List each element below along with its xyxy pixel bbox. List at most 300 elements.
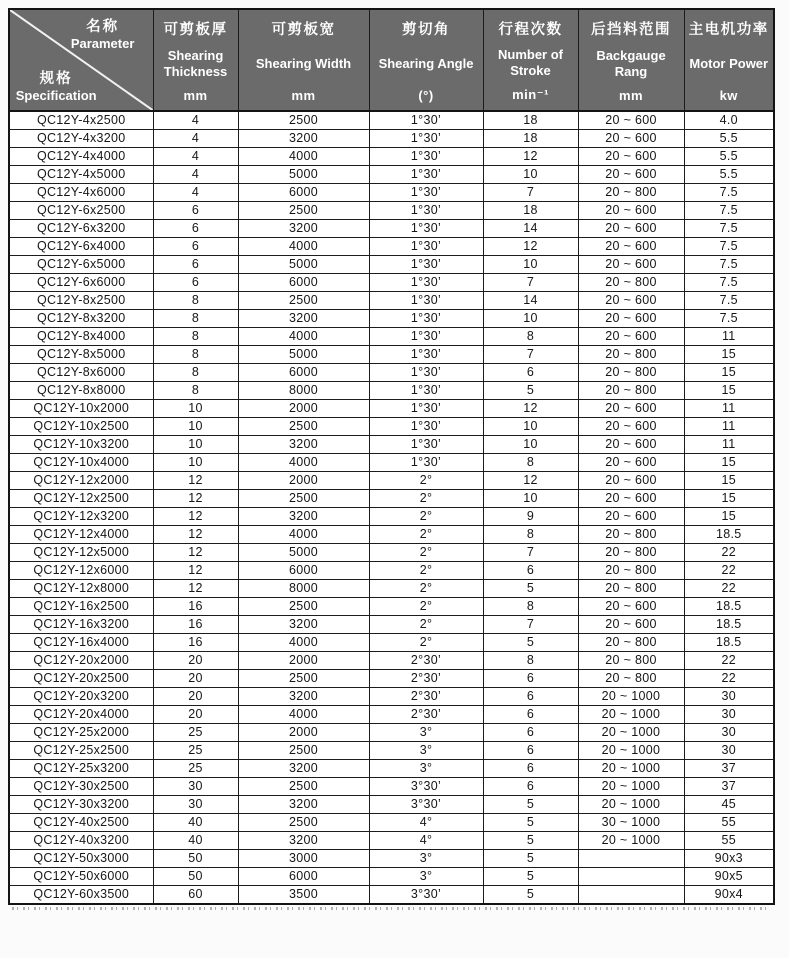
col-header-motor-power [684,9,774,111]
angle-cell: 2°30’ [369,706,483,724]
power-cell: 15 [684,508,774,526]
col-header-cn: 可剪板宽 [271,22,336,38]
model-cell: QC12Y-12x3200 [9,508,153,526]
power-cell: 18.5 [684,634,774,652]
stroke-cell: 6 [483,364,578,382]
angle-cell: 1°30’ [369,111,483,130]
angle-cell: 2° [369,616,483,634]
angle-cell: 1°30’ [369,238,483,256]
power-cell: 7.5 [684,274,774,292]
thickness-cell: 4 [153,111,238,130]
width-cell: 3200 [238,688,369,706]
power-cell: 5.5 [684,148,774,166]
model-cell: QC12Y-16x2500 [9,598,153,616]
col-header-unit: mm [183,88,208,103]
model-cell: QC12Y-25x3200 [9,760,153,778]
backgauge-cell: 20 ~ 800 [578,364,684,382]
thickness-cell: 8 [153,292,238,310]
stroke-cell: 5 [483,796,578,814]
table-row [9,328,774,346]
thickness-cell: 12 [153,562,238,580]
backgauge-cell: 20 ~ 1000 [578,706,684,724]
angle-cell: 2° [369,472,483,490]
power-cell: 15 [684,472,774,490]
backgauge-cell: 20 ~ 800 [578,562,684,580]
stroke-cell: 6 [483,562,578,580]
table-row [9,616,774,634]
corner-specification-label [12,70,100,104]
model-cell: QC12Y-30x2500 [9,778,153,796]
backgauge-cell: 20 ~ 600 [578,472,684,490]
table-row [9,868,774,886]
angle-cell: 4° [369,832,483,850]
table-row [9,832,774,850]
stroke-cell: 10 [483,490,578,508]
width-cell: 3000 [238,850,369,868]
backgauge-cell [578,868,684,886]
backgauge-cell: 20 ~ 1000 [578,796,684,814]
table-row [9,400,774,418]
table-row [9,634,774,652]
col-header-en: Motor Power [689,55,769,71]
stroke-cell: 5 [483,832,578,850]
corner-name-cn: 名称 [86,19,120,35]
power-cell: 7.5 [684,292,774,310]
thickness-cell: 50 [153,868,238,886]
width-cell: 3200 [238,832,369,850]
model-cell: QC12Y-6x3200 [9,220,153,238]
col-header-unit: kw [719,88,738,103]
angle-cell: 2° [369,634,483,652]
thickness-cell: 4 [153,130,238,148]
angle-cell: 1°30’ [369,148,483,166]
backgauge-cell: 20 ~ 1000 [578,724,684,742]
model-cell: QC12Y-12x2000 [9,472,153,490]
angle-cell: 1°30’ [369,418,483,436]
angle-cell: 1°30’ [369,400,483,418]
angle-cell: 2°30’ [369,670,483,688]
stroke-cell: 6 [483,778,578,796]
stroke-cell: 5 [483,886,578,905]
model-cell: QC12Y-8x6000 [9,364,153,382]
power-cell: 55 [684,814,774,832]
power-cell: 30 [684,742,774,760]
model-cell: QC12Y-12x8000 [9,580,153,598]
width-cell: 2500 [238,778,369,796]
width-cell: 6000 [238,868,369,886]
table-row [9,562,774,580]
power-cell: 45 [684,796,774,814]
stroke-cell: 6 [483,670,578,688]
angle-cell: 2°30’ [369,652,483,670]
model-cell: QC12Y-4x6000 [9,184,153,202]
power-cell: 7.5 [684,256,774,274]
angle-cell: 1°30’ [369,202,483,220]
thickness-cell: 8 [153,346,238,364]
table-row [9,202,774,220]
model-cell: QC12Y-8x3200 [9,310,153,328]
col-header-cn: 可剪板厚 [163,22,228,38]
angle-cell: 2°30’ [369,688,483,706]
model-cell: QC12Y-6x2500 [9,202,153,220]
table-row [9,760,774,778]
power-cell: 90x3 [684,850,774,868]
width-cell: 2000 [238,400,369,418]
table-row [9,670,774,688]
power-cell: 11 [684,328,774,346]
table-row [9,220,774,238]
corner-cell [9,9,153,111]
stroke-cell: 10 [483,310,578,328]
width-cell: 2500 [238,292,369,310]
table-row [9,454,774,472]
table-row [9,490,774,508]
stroke-cell: 7 [483,616,578,634]
width-cell: 6000 [238,562,369,580]
stroke-cell: 10 [483,418,578,436]
thickness-cell: 12 [153,508,238,526]
thickness-cell: 16 [153,598,238,616]
power-cell: 18.5 [684,526,774,544]
table-row [9,166,774,184]
angle-cell: 1°30’ [369,436,483,454]
width-cell: 5000 [238,544,369,562]
model-cell: QC12Y-6x5000 [9,256,153,274]
thickness-cell: 4 [153,148,238,166]
table-row [9,778,774,796]
model-cell: QC12Y-6x4000 [9,238,153,256]
cropped-text-fragment [12,907,770,910]
width-cell: 5000 [238,166,369,184]
backgauge-cell: 20 ~ 1000 [578,778,684,796]
table-row [9,184,774,202]
thickness-cell: 8 [153,328,238,346]
header-row [9,9,774,111]
table-row [9,472,774,490]
power-cell: 7.5 [684,184,774,202]
backgauge-cell: 20 ~ 800 [578,652,684,670]
col-header-shearing-thickness [153,9,238,111]
backgauge-cell: 20 ~ 600 [578,616,684,634]
stroke-cell: 7 [483,184,578,202]
backgauge-cell: 20 ~ 1000 [578,688,684,706]
table-row [9,580,774,598]
model-cell: QC12Y-40x3200 [9,832,153,850]
stroke-cell: 8 [483,454,578,472]
thickness-cell: 6 [153,220,238,238]
width-cell: 4000 [238,454,369,472]
table-row [9,256,774,274]
backgauge-cell: 20 ~ 800 [578,382,684,400]
table-row [9,796,774,814]
model-cell: QC12Y-8x8000 [9,382,153,400]
stroke-cell: 12 [483,238,578,256]
table-row [9,364,774,382]
table-row [9,292,774,310]
stroke-cell: 9 [483,508,578,526]
model-cell: QC12Y-8x4000 [9,328,153,346]
angle-cell: 2° [369,562,483,580]
width-cell: 5000 [238,256,369,274]
model-cell: QC12Y-6x6000 [9,274,153,292]
stroke-cell: 6 [483,742,578,760]
width-cell: 4000 [238,238,369,256]
model-cell: QC12Y-10x2500 [9,418,153,436]
model-cell: QC12Y-4x2500 [9,111,153,130]
power-cell: 15 [684,382,774,400]
stroke-cell: 6 [483,724,578,742]
width-cell: 2500 [238,670,369,688]
model-cell: QC12Y-8x2500 [9,292,153,310]
backgauge-cell: 20 ~ 600 [578,310,684,328]
backgauge-cell: 20 ~ 600 [578,256,684,274]
thickness-cell: 40 [153,814,238,832]
stroke-cell: 8 [483,328,578,346]
stroke-cell: 5 [483,850,578,868]
model-cell: QC12Y-12x5000 [9,544,153,562]
corner-spec-cn: 规格 [39,70,73,87]
col-header-unit: min⁻¹ [512,87,549,102]
backgauge-cell: 20 ~ 800 [578,634,684,652]
width-cell: 3500 [238,886,369,905]
table-row [9,652,774,670]
backgauge-cell: 20 ~ 800 [578,580,684,598]
width-cell: 4000 [238,634,369,652]
model-cell: QC12Y-20x2500 [9,670,153,688]
stroke-cell: 18 [483,111,578,130]
model-cell: QC12Y-16x3200 [9,616,153,634]
backgauge-cell: 20 ~ 800 [578,274,684,292]
power-cell: 37 [684,778,774,796]
backgauge-cell: 20 ~ 1000 [578,760,684,778]
stroke-cell: 12 [483,472,578,490]
power-cell: 5.5 [684,130,774,148]
angle-cell: 3°30’ [369,886,483,905]
backgauge-cell: 20 ~ 600 [578,130,684,148]
angle-cell: 1°30’ [369,382,483,400]
width-cell: 2500 [238,490,369,508]
angle-cell: 1°30’ [369,184,483,202]
table-row [9,598,774,616]
thickness-cell: 30 [153,796,238,814]
backgauge-cell: 20 ~ 600 [578,598,684,616]
model-cell: QC12Y-4x5000 [9,166,153,184]
thickness-cell: 6 [153,238,238,256]
power-cell: 15 [684,490,774,508]
power-cell: 22 [684,562,774,580]
angle-cell: 2° [369,598,483,616]
thickness-cell: 12 [153,490,238,508]
model-cell: QC12Y-25x2500 [9,742,153,760]
stroke-cell: 18 [483,202,578,220]
angle-cell: 1°30’ [369,310,483,328]
width-cell: 4000 [238,328,369,346]
table-row [9,688,774,706]
backgauge-cell [578,850,684,868]
width-cell: 3200 [238,220,369,238]
stroke-cell: 5 [483,634,578,652]
thickness-cell: 25 [153,760,238,778]
thickness-cell: 20 [153,652,238,670]
stroke-cell: 6 [483,706,578,724]
angle-cell: 2° [369,490,483,508]
col-header-shearing-angle [369,9,483,111]
width-cell: 6000 [238,274,369,292]
backgauge-cell: 20 ~ 800 [578,526,684,544]
table-row [9,850,774,868]
model-cell: QC12Y-50x6000 [9,868,153,886]
thickness-cell: 16 [153,616,238,634]
power-cell: 22 [684,580,774,598]
thickness-cell: 8 [153,364,238,382]
angle-cell: 4° [369,814,483,832]
backgauge-cell: 20 ~ 600 [578,238,684,256]
stroke-cell: 5 [483,580,578,598]
col-header-en: Shearing Width [255,55,352,71]
model-cell: QC12Y-10x4000 [9,454,153,472]
col-header-unit: mm [291,88,316,103]
col-header-unit: (°) [418,88,434,103]
backgauge-cell: 30 ~ 1000 [578,814,684,832]
col-header-en: Backgauge Rang [596,47,666,79]
thickness-cell: 10 [153,436,238,454]
stroke-cell: 8 [483,598,578,616]
power-cell: 4.0 [684,111,774,130]
stroke-cell: 5 [483,382,578,400]
thickness-cell: 40 [153,832,238,850]
thickness-cell: 8 [153,382,238,400]
model-cell: QC12Y-60x3500 [9,886,153,905]
power-cell: 11 [684,418,774,436]
stroke-cell: 7 [483,544,578,562]
model-cell: QC12Y-8x5000 [9,346,153,364]
thickness-cell: 25 [153,724,238,742]
width-cell: 3200 [238,616,369,634]
power-cell: 5.5 [684,166,774,184]
model-cell: QC12Y-4x3200 [9,130,153,148]
thickness-cell: 16 [153,634,238,652]
angle-cell: 1°30’ [369,364,483,382]
model-cell: QC12Y-12x2500 [9,490,153,508]
angle-cell: 1°30’ [369,454,483,472]
backgauge-cell: 20 ~ 600 [578,400,684,418]
angle-cell: 1°30’ [369,256,483,274]
angle-cell: 2° [369,526,483,544]
backgauge-cell: 20 ~ 800 [578,544,684,562]
table-row [9,886,774,905]
col-header-number-of-stroke [483,9,578,111]
table-row [9,526,774,544]
stroke-cell: 8 [483,526,578,544]
width-cell: 8000 [238,580,369,598]
col-header-en: Shearing Angle [378,55,474,71]
angle-cell: 2° [369,508,483,526]
width-cell: 2000 [238,472,369,490]
col-header-cn: 剪切角 [402,22,450,38]
angle-cell: 3°30’ [369,778,483,796]
angle-cell: 3°30’ [369,796,483,814]
power-cell: 7.5 [684,220,774,238]
model-cell: QC12Y-12x6000 [9,562,153,580]
width-cell: 2500 [238,418,369,436]
power-cell: 22 [684,652,774,670]
backgauge-cell: 20 ~ 600 [578,418,684,436]
stroke-cell: 8 [483,652,578,670]
model-cell: QC12Y-10x3200 [9,436,153,454]
thickness-cell: 20 [153,670,238,688]
backgauge-cell [578,886,684,905]
corner-spec-en: Specification [15,87,97,103]
stroke-cell: 12 [483,400,578,418]
power-cell: 55 [684,832,774,850]
power-cell: 22 [684,544,774,562]
col-header-cn: 主电机功率 [688,22,769,38]
stroke-cell: 10 [483,166,578,184]
power-cell: 37 [684,760,774,778]
stroke-cell: 10 [483,436,578,454]
width-cell: 4000 [238,526,369,544]
col-header-cn: 后挡料范围 [591,22,671,38]
thickness-cell: 12 [153,526,238,544]
thickness-cell: 60 [153,886,238,905]
thickness-cell: 25 [153,742,238,760]
stroke-cell: 6 [483,688,578,706]
table-row [9,742,774,760]
table-row [9,238,774,256]
width-cell: 2500 [238,111,369,130]
col-header-cn: 行程次数 [498,22,563,38]
model-cell: QC12Y-10x2000 [9,400,153,418]
backgauge-cell: 20 ~ 600 [578,490,684,508]
power-cell: 30 [684,688,774,706]
thickness-cell: 4 [153,184,238,202]
thickness-cell: 20 [153,688,238,706]
backgauge-cell: 20 ~ 600 [578,202,684,220]
thickness-cell: 6 [153,256,238,274]
table-row [9,544,774,562]
col-header-en: Number of Stroke [498,47,563,78]
col-header-shearing-width [238,9,369,111]
power-cell: 30 [684,724,774,742]
stroke-cell: 5 [483,868,578,886]
angle-cell: 1°30’ [369,130,483,148]
power-cell: 7.5 [684,202,774,220]
thickness-cell: 12 [153,472,238,490]
stroke-cell: 14 [483,220,578,238]
power-cell: 30 [684,706,774,724]
model-cell: QC12Y-4x4000 [9,148,153,166]
thickness-cell: 30 [153,778,238,796]
spec-table-body [9,111,774,904]
width-cell: 2500 [238,202,369,220]
angle-cell: 1°30’ [369,220,483,238]
thickness-cell: 4 [153,166,238,184]
col-header-backgauge-range [578,9,684,111]
backgauge-cell: 20 ~ 600 [578,166,684,184]
power-cell: 15 [684,364,774,382]
width-cell: 6000 [238,184,369,202]
table-row [9,508,774,526]
table-row [9,436,774,454]
table-row [9,418,774,436]
thickness-cell: 10 [153,400,238,418]
power-cell: 15 [684,454,774,472]
width-cell: 3200 [238,130,369,148]
thickness-cell: 12 [153,580,238,598]
backgauge-cell: 20 ~ 600 [578,508,684,526]
angle-cell: 3° [369,760,483,778]
backgauge-cell: 20 ~ 800 [578,346,684,364]
